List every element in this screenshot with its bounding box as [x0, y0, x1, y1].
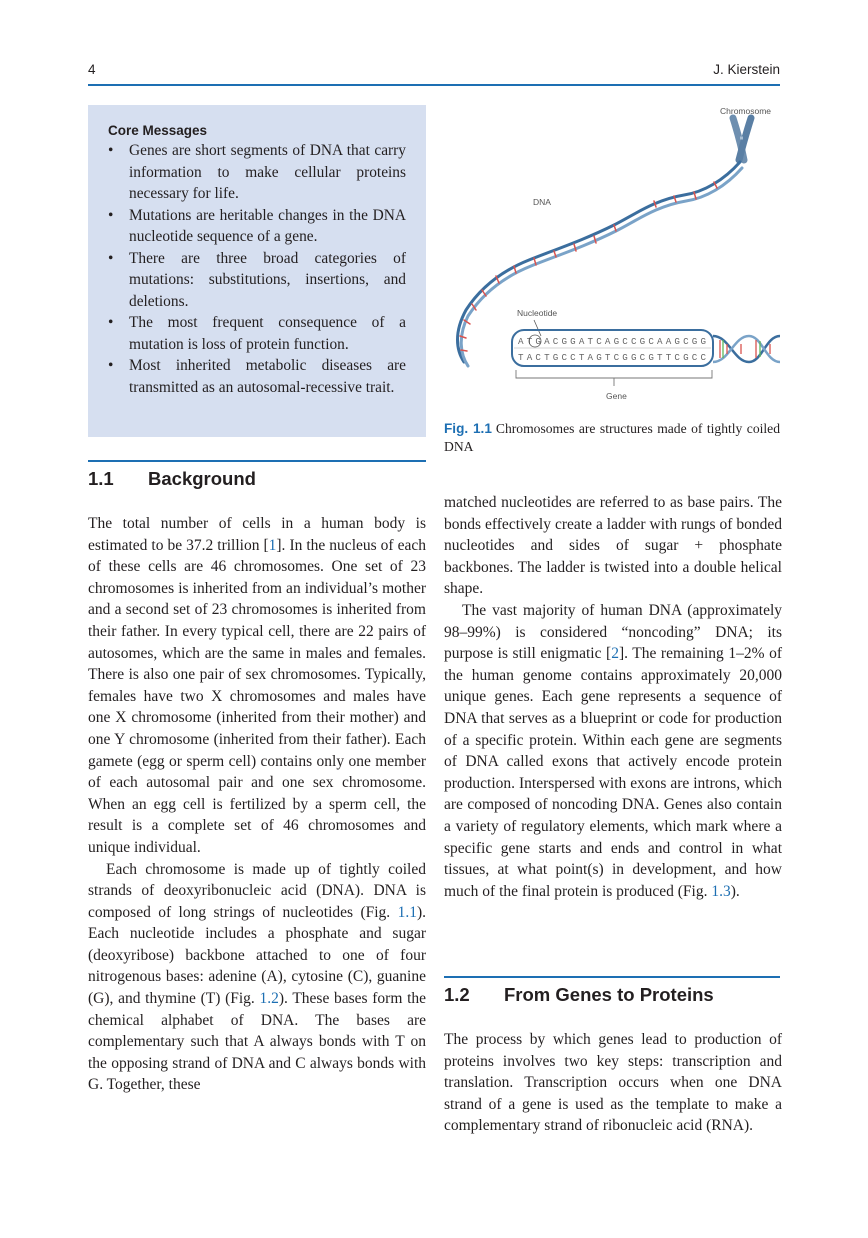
- body-paragraph: matched nucleotides are referred to as base pairs. The bonds effectively create a ladder with rungs of bonded nucleotides and sides of sugar + phosphate backbones. The ladder is twisted into a double helical shape.: [444, 494, 782, 598]
- citation-link[interactable]: 2: [611, 645, 619, 663]
- dna-helix-end: [713, 336, 780, 362]
- core-messages-box: [88, 105, 426, 437]
- section-title: From Genes to Proteins: [504, 984, 714, 1005]
- section-title: Background: [148, 468, 256, 489]
- right-column-body: [444, 492, 782, 902]
- section-heading-background: [88, 460, 426, 492]
- core-message-item: • Mutations are heritable changes in the DNA nucleotide sequence of a gene.: [108, 205, 406, 248]
- body-paragraph: The process by which genes lead to production of proteins involves two key steps: transcription and translation. Transcription occurs when one DNA strand of a gene is used as the template to make a complementary strand of ribonucleic acid (RNA).: [444, 1031, 782, 1135]
- figure-caption: [444, 420, 780, 456]
- nucleotide-label: Nucleotide: [517, 308, 558, 318]
- citation-link[interactable]: 1: [268, 536, 277, 554]
- core-message-item: • Most inherited metabolic diseases are transmitted as an autosomal-recessive trait.: [108, 355, 406, 398]
- bottom-strand-sequence: TACTGCCTAGTCGGCGTTCGCC: [518, 352, 706, 363]
- gene-bracket: [516, 370, 712, 386]
- dna-figure: [444, 100, 780, 420]
- nucleotide-pointer: [534, 320, 541, 336]
- running-head: [88, 60, 780, 86]
- core-messages-list: [108, 140, 406, 398]
- section-heading-genes-to-proteins: [444, 976, 780, 1008]
- top-strand-sequence: ATGACGGATCAGCCGCAAGCGG: [518, 336, 706, 347]
- chromosome-illustration: [733, 118, 751, 160]
- body-paragraph: The vast majority of human DNA (approximately 98–99%) is considered “noncoding” DNA; its purpose is still enigmatic [2]. The remaining 1–2% of the human genome contains approximately 20,000 unique genes. Each gene represents a sequence of DNA that serves as a blueprint or code for production of a specific protein. Within each gene are segments of DNA called exons that actively encode protein production. Interspersed with exons are introns, which are composed of noncoding DNA. Genes also contain a variety of regulatory elements, which mark where a specific gene starts and ends and control in what tissues, at what point(s) in development, and how much of the final protein is produced (Fig. 1.3).: [444, 601, 782, 900]
- core-message-item: • Genes are short segments of DNA that carry information to make cellular proteins necessary for life.: [108, 140, 406, 205]
- right-column-section2-body: [444, 1029, 782, 1137]
- dna-label: DNA: [533, 197, 551, 207]
- figure-caption-text: Chromosomes are structures made of tightly coiled DNA: [444, 421, 780, 454]
- core-message-item: • The most frequent consequence of a mutation is loss of protein function.: [108, 312, 406, 355]
- figure-reference-link[interactable]: 1.3: [711, 882, 731, 900]
- figure-reference-link[interactable]: 1.2: [259, 990, 279, 1008]
- core-message-item: • There are three broad categories of mutations: substitutions, insertions, and deletions.: [108, 248, 406, 313]
- chromosome-label: Chromosome: [720, 106, 772, 116]
- figure-reference-link[interactable]: 1.1: [397, 903, 417, 921]
- gene-label: Gene: [606, 391, 627, 401]
- figure-caption-label: Fig. 1.1: [444, 421, 492, 436]
- left-column-body: [88, 513, 426, 1096]
- body-paragraph: The total number of cells in a human body is estimated to be 37.2 trillion [1]. In the nucleus of each of these cells are 46 chromosomes. One set of 23 chromosomes is inherited from an individual’s mother and a second set of 23 chromosomes is inherited from their father. In every typical cell, there are 22 pairs of autosomes, which are the same in males and females. There is also one pair of sex chromosomes. Typically, females have two X chromosomes and males have one X chromosome (inherited from their mother) and one Y chromosome (inherited from their father). Each gamete (egg or sperm cell) contains only one member of each autosomal pair and one sex chromosome. When an egg cell is fertilized by a sperm cell, the result is a complete set of 46 chromosomes and unique individual.: [88, 515, 426, 856]
- page-number: 4: [88, 62, 96, 77]
- section-number: 1.1: [88, 468, 114, 489]
- section-number: 1.2: [444, 984, 470, 1005]
- running-author: J. Kierstein: [713, 62, 780, 77]
- core-messages-title: Core Messages: [108, 123, 208, 138]
- body-paragraph: Each chromosome is made up of tightly coiled strands of deoxyribonucleic acid (DNA). DNA is composed of long strings of nucleotides (Fig. 1.1). Each nucleotide includes a phosphate and sugar (deoxyribose) backbone attached to one of four nitrogenous bases: adenine (A), cytosine (C), guanine (G), and thymine (T) (Fig. 1.2). These bases form the chemical alphabet of DNA. The bases are complementary such that A always bonds with T on the opposing strand of DNA and C always bonds with G. Together, these: [88, 860, 427, 1094]
